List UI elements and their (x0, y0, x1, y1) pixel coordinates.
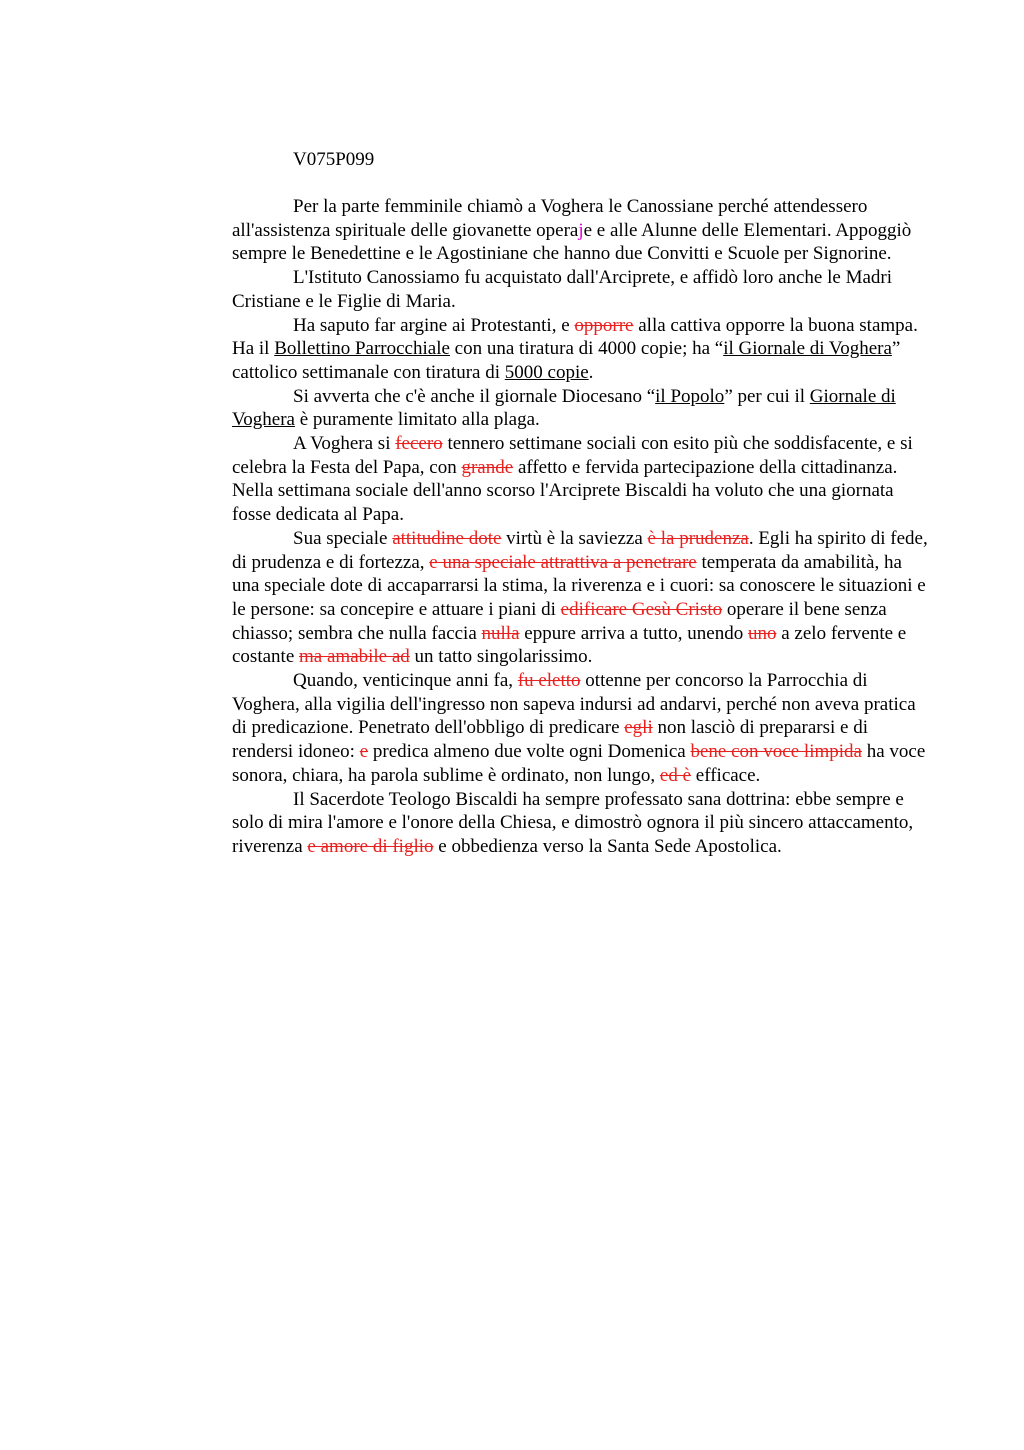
struck-out-text: edificare Gesù Cristo (560, 598, 723, 620)
underlined-text: Giornale di Voghera (232, 385, 896, 431)
text-run: con una tiratura di 4000 copie; ha “ (449, 338, 724, 360)
text-run: ottenne per concorso la Parrocchia di Voghera, alla vigilia dell'ingresso non sapeva indursi ad andarvi, perché non aveva pratica di predicazione. Penetrato dell'obbligo di predicare (232, 670, 916, 739)
text-run: . Egli ha spirito di fede, di prudenza e di fortezza, (232, 527, 928, 573)
struck-out-text: e una speciale attrattiva a penetrare (429, 551, 697, 573)
text-run: operare il bene senza chiasso; sembra che nulla faccia (232, 598, 887, 644)
text-run: . (588, 361, 594, 383)
text-run: e e alle Alunne delle Elementari. Appoggiò sempre le Benedettine e le Agostiniane che hanno due Convitti e Scuole per Signorine. (232, 219, 912, 265)
text-run: eppure arriva a tutto, unendo (519, 622, 748, 644)
text-run: L'Istituto Canossiamo fu acquistato dall'Arciprete, e affidò loro anche le Madri Cristiane e le Figlie di Maria. (232, 267, 893, 312)
struck-out-text: e (359, 741, 369, 763)
text-run: Per la parte femminile chiamò a Voghera le Canossiane perché attendessero all'assistenza spirituale delle giovanette opera (232, 196, 868, 241)
paragraph (232, 527, 932, 669)
text-run: predica almeno due volte ogni Domenica (368, 741, 691, 763)
paragraph (232, 432, 932, 527)
struck-out-text: egli (624, 717, 653, 739)
text-run: affetto e fervida partecipazione della cittadinanza. Nella settimana sociale dell'anno scorso l'Arciprete Biscaldi ha voluto che una giornata fosse dedicata al Papa. (232, 456, 898, 526)
text-run: Il Sacerdote Teologo Biscaldi ha sempre professato sana dottrina: ebbe sempre e solo di mira l'amore e l'onore della Chiesa, e dimostrò ognora il più sincero attaccamento, riverenza (232, 788, 914, 857)
text-run: ha voce sonora, chiara, ha parola sublime è ordinato, non lungo, (232, 741, 926, 786)
underlined-text: il Giornale di Voghera (723, 338, 892, 360)
underlined-text: il Popolo (655, 385, 725, 407)
text-run: ” per cui il (724, 385, 810, 407)
text-run: Quando, venticinque anni fa, (293, 670, 518, 692)
struck-out-text: grande (461, 456, 514, 478)
document-id: V075P099 (293, 149, 375, 170)
struck-out-text: opporre (574, 314, 634, 336)
struck-out-text: bene con voce limpida (690, 741, 862, 763)
text-run: ” cattolico settimanale con tiratura di (232, 338, 901, 383)
struck-out-text: fu eletto (517, 670, 581, 692)
text-run: non lasciò di prepararsi e di rendersi idoneo: (232, 717, 869, 763)
highlighted-letter: j (578, 219, 584, 241)
document-body (232, 195, 932, 859)
struck-out-text: e amore di figlio (307, 835, 434, 857)
paragraph (232, 788, 932, 859)
struck-out-text: ed è (659, 764, 692, 786)
struck-out-text: fecero (395, 433, 443, 455)
struck-out-text: uno (747, 622, 777, 644)
text-run: efficace. (691, 764, 761, 786)
text-run: Sua speciale (293, 527, 393, 549)
underlined-text: Bollettino Parrocchiale (274, 338, 450, 360)
paragraph (232, 266, 932, 313)
text-run: A Voghera si (293, 433, 396, 455)
underlined-text: 5000 copie (504, 361, 589, 383)
paragraph (232, 385, 932, 432)
text-run: e obbedienza verso la Santa Sede Apostolica. (433, 835, 782, 857)
struck-out-text: è la prudenza (647, 527, 749, 549)
text-run: alla cattiva opporre la buona stampa. Ha il (232, 314, 918, 360)
struck-out-text: nulla (481, 622, 520, 644)
struck-out-text: attitudine dote (392, 527, 502, 549)
struck-out-text: ma amabile ad (299, 646, 410, 668)
text-run: temperata da amabilità, ha una speciale dote di accaparrarsi la stima, la riverenza e i cuori: sa conoscere le situazioni e le persone: sa concepire e attuare i piani di (232, 551, 926, 620)
text-run: Ha saputo far argine ai Protestanti, e (293, 314, 575, 336)
paragraph (232, 314, 932, 385)
text-run: un tatto singolarissimo. (409, 646, 593, 668)
text-run: Si avverta che c'è anche il giornale Diocesano “ (293, 385, 656, 407)
paragraph (232, 195, 932, 266)
text-run: tennero settimane sociali con esito più che soddisfacente, e si celebra la Festa del Papa, con (232, 433, 913, 478)
text-run: a zelo fervente e costante (232, 622, 907, 668)
paragraph (232, 669, 932, 788)
text-run: virtù è la saviezza (501, 527, 648, 549)
text-run: è puramente limitato alla plaga. (294, 409, 540, 431)
